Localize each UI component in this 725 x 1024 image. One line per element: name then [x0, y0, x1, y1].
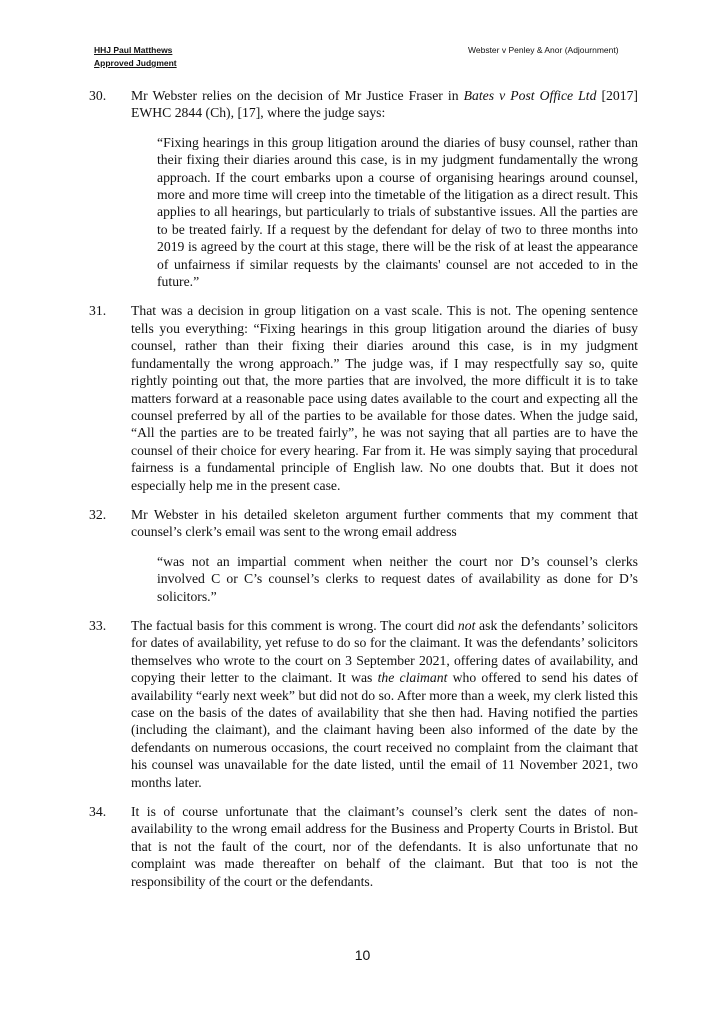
paragraph-number: 30.: [89, 88, 107, 103]
block-quote: “Fixing hearings in this group litigation around the diaries of busy counsel, rather than their fixing their diaries around this case, is in my judgment fundamentally the wrong approach. If the court embarks upon a course of organising hearings around counsel, more and more time will creep into the timetable of the litigation as a direct result. This applies to all hearings, but particularly to trials of substantive issues. All the parties are to be treated fairly. If a request by the defendant for delay of two to three months into 2019 is agreed by the court at this stage, there will be the risk of at least the appearance of unfairness if similar requests by the claimants' counsel are not acceded to in the future.”: [157, 134, 638, 290]
paragraph-33: [0, 617, 725, 791]
block-quote: “was not an impartial comment when neither the court nor D’s counsel’s clerks involved C or C’s counsel’s clerks to request dates of availability as done for D’s solicitors.”: [157, 553, 638, 604]
paragraph-text: Mr Webster in his detailed skeleton argument further comments that my comment that counsel’s clerk’s email was sent to the wrong email address: [131, 506, 638, 540]
emphasis: the claimant: [377, 670, 448, 686]
paragraph-number: 33.: [89, 617, 107, 633]
text-span: [2017] EWHC 2844 (Ch), [17], where the judge says:: [131, 88, 638, 121]
paragraph-number: 32.: [89, 506, 107, 522]
paragraph-30: [0, 87, 725, 290]
header-left: [94, 44, 177, 70]
paragraph-text: It is of course unfortunate that the claimant’s counsel’s clerk sent the dates of non-availability to the wrong email address for the Business and Property Courts in Bristol. But that is not the fault of the court, nor of the defendants. It is also unfortunate that no complaint was made thereafter on behalf of the claimant. But that too is not the responsibility of the court or the defendants.: [131, 804, 638, 889]
paragraph-34: [0, 803, 725, 890]
paragraph-text: [131, 617, 638, 791]
paragraph-text: [131, 87, 638, 122]
paragraph-number: 34.: [89, 804, 107, 820]
paragraph-text: That was a decision in group litigation on a vast scale. This is not. The opening sentence tells you everything: “Fixing hearings in this group litigation around the diaries of busy counsel, rather than their fixing their diaries around this case, is in my judgment fundamentally the wrong approach.” The judge was, if I may respectfully say so, quite rightly pointing out that, the more parties that are involved, the more difficult it is to take matters forward at a reasonable pace using dates available to the court and expecting all the counsel preferred by all of the parties to be available for those dates. When the judge said, “All the parties are to be treated fairly”, he was not saying that all parties are to have the counsel of their choice for every hearing. Far from it. He was simply saying that procedural fairness is a fundamental principle of English law. No one doubts that. But it does not especially help me in the present case.: [131, 303, 638, 493]
text-span: who offered to send his dates of availability “early next week” but did not do so. After more than a week, my clerk listed this case on the basis of the dates of availability that she then had. Having notified the parties (including the claimant), and the claimant having been also informed of the date by the defendants on numerous occasions, the court received no complaint from the claimant that his counsel was unavailable for the date listed, until the email of 11 November 2021, two months later.: [131, 670, 638, 790]
case-title: Webster v Penley & Anor (Adjournment): [468, 45, 619, 55]
page-number: 10: [354, 947, 371, 963]
text-span: ask the defendants’ solicitors for dates of availability, yet refuse to do so for the claimant. It was the defendants’ solicitors themselves who wrote to the court on 3 September 2021, offering dates of availability, and copying their letter to the claimant. It was: [131, 617, 638, 686]
case-name: Bates v Post Office Ltd: [463, 88, 597, 103]
judgment-body: [0, 87, 725, 902]
paragraph-number: 31.: [89, 303, 107, 319]
paragraph-32: [0, 506, 725, 605]
text-span: Mr Webster relies on the decision of Mr Justice Fraser in: [131, 88, 464, 103]
judge-name: HHJ Paul Matthews: [94, 45, 173, 55]
judgment-status: Approved Judgment: [94, 58, 177, 68]
paragraph-31: [0, 302, 725, 493]
emphasis: not: [457, 617, 476, 633]
text-span: The factual basis for this comment is wrong. The court did: [131, 617, 458, 633]
